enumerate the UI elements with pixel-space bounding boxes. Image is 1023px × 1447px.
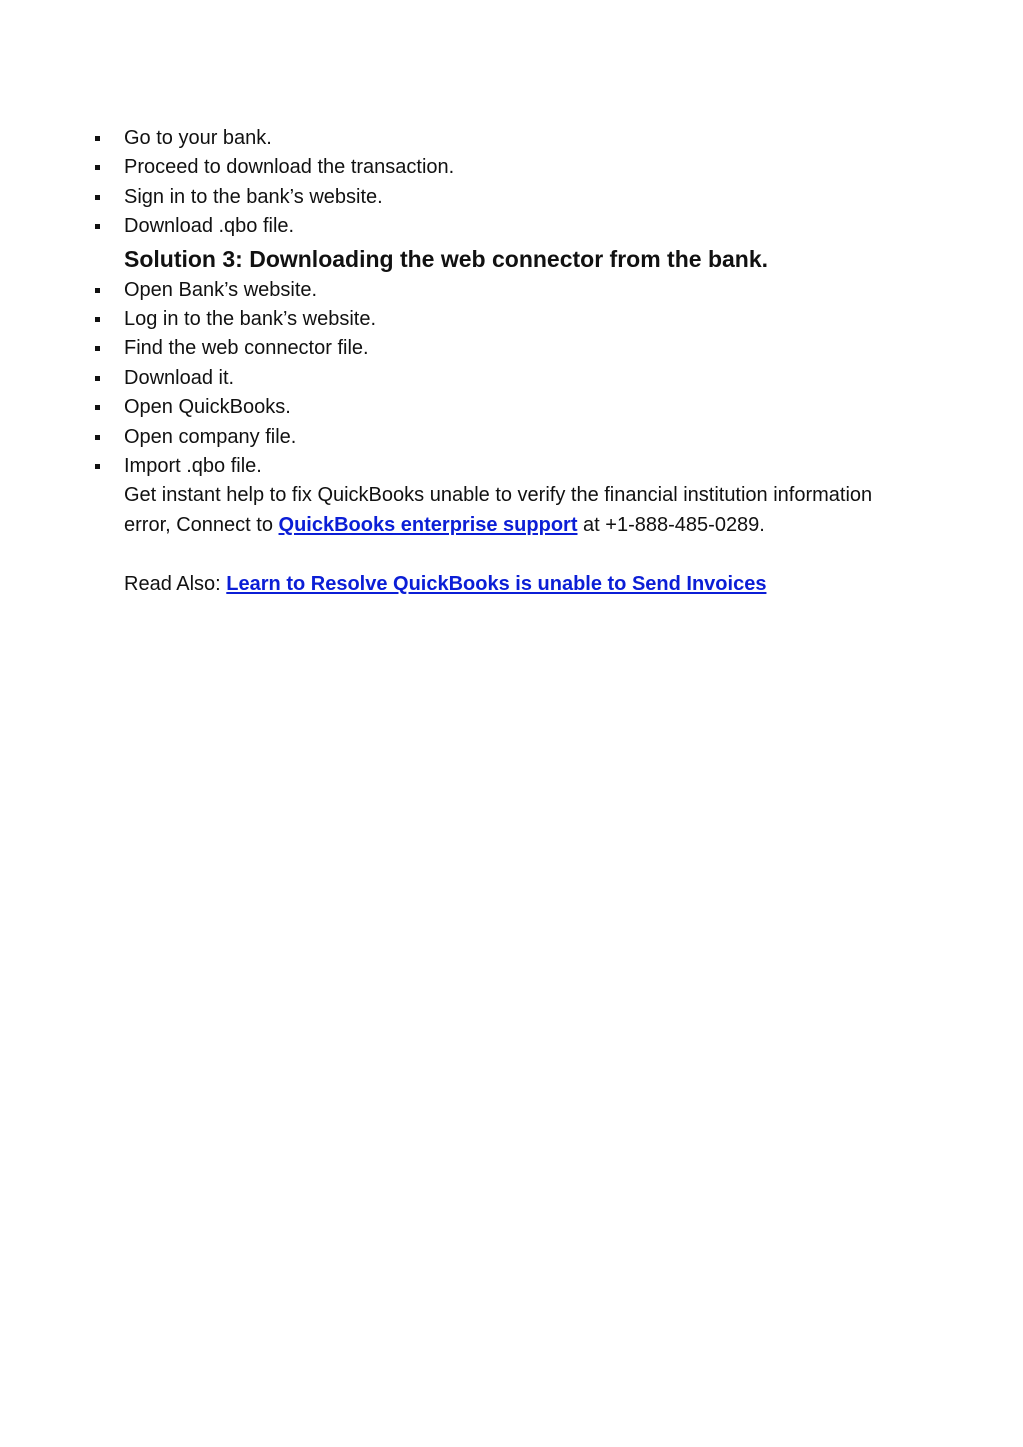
list-item-text: Import .qbo file. (124, 455, 262, 478)
list-item-text: Download .qbo file. (124, 215, 295, 238)
list-item (124, 364, 894, 393)
list-item (124, 183, 894, 212)
bullet-square-icon (95, 288, 100, 293)
bullet-square-icon (95, 464, 100, 469)
list-item (124, 124, 894, 153)
paragraph-spacer (124, 540, 894, 569)
list-item (124, 452, 894, 481)
bullet-list-steps (124, 124, 894, 242)
list-item (124, 276, 894, 305)
list-item-text: Go to your bank. (124, 127, 272, 149)
bullet-square-icon (95, 317, 100, 322)
bullet-square-icon (95, 376, 100, 381)
list-item-text: Download it. (124, 366, 235, 389)
quickbooks-enterprise-support-link[interactable]: QuickBooks enterprise support (278, 513, 578, 536)
bullet-square-icon (95, 195, 100, 200)
help-text-before: Get instant help to fix QuickBooks unable to verify the financial institution information error, Connect to (124, 484, 873, 536)
document-content (124, 124, 894, 599)
list-item (124, 423, 894, 452)
list-item (124, 153, 894, 182)
list-item-text: Proceed to download the transaction. (124, 156, 455, 179)
bullet-square-icon (95, 224, 100, 229)
list-item-text: Log in to the bank’s website. (124, 308, 377, 331)
list-item-text: Open QuickBooks. (124, 396, 291, 419)
bullet-square-icon (95, 165, 100, 170)
bullet-square-icon (95, 435, 100, 440)
bullet-list-solution-3 (124, 276, 894, 482)
bullet-square-icon (95, 136, 100, 141)
help-text-after: at +1-888-485-0289. (577, 513, 765, 536)
list-item-text: Find the web connector file. (124, 337, 369, 360)
help-paragraph (124, 481, 894, 540)
read-also-paragraph (124, 570, 894, 599)
list-item (124, 212, 894, 241)
solution-3-heading: Solution 3: Downloading the web connector from the bank. (124, 245, 769, 272)
list-item (124, 305, 894, 334)
list-item-text: Open company file. (124, 425, 297, 448)
bullet-square-icon (95, 405, 100, 410)
read-also-label: Read Also: (124, 572, 227, 595)
list-item (124, 334, 894, 363)
list-item (124, 393, 894, 422)
list-item-text: Open Bank’s website. (124, 278, 318, 301)
list-item-text: Sign in to the bank’s website. (124, 185, 383, 208)
bullet-square-icon (95, 346, 100, 351)
read-also-link[interactable]: Learn to Resolve QuickBooks is unable to Send Invoices (226, 572, 767, 595)
